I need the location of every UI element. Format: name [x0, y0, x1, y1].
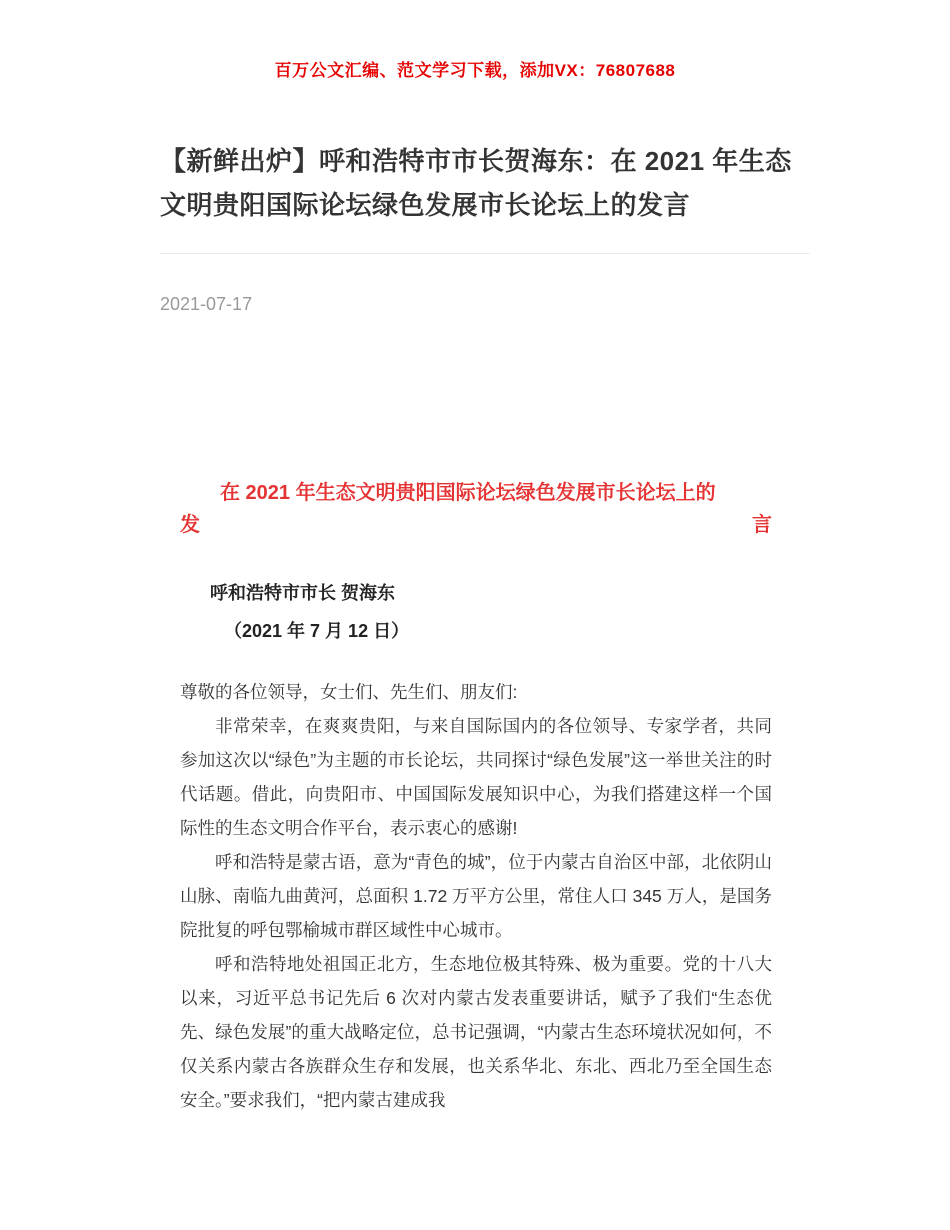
speech-heading: [180, 477, 772, 541]
speech-date: （2021 年 7 月 12 日）: [224, 621, 410, 641]
promo-notice: 百万公文汇编、范文学习下载，添加VX：76807688: [274, 61, 676, 80]
speech-heading-line2-end: 言: [752, 514, 772, 536]
paragraph: 尊敬的各位领导，女士们、先生们、朋友们:: [180, 682, 518, 702]
paragraph: 呼和浩特地处祖国正北方，生态地位极其特殊、极为重要。党的十八大以来，习近平总书记先后 6 次对内蒙古发表重要讲话，赋予了我们“生态优先、绿色发展”的重大战略定位，总书记强调，“内蒙古生态环境状况如何，不仅关系内蒙古各族群众生存和发展，也关系华北、东北、西北乃至全国生态安全。”要求我们，“把内蒙古建成我: [180, 954, 772, 1110]
paragraph: 非常荣幸，在爽爽贵阳，与来自国际国内的各位领导、专家学者，共同参加这次以“绿色”为主题的市长论坛，共同探讨“绿色发展”这一举世关注的时代话题。借此，向贵阳市、中国国际发展知识中心，为我们搭建这样一个国际性的生态文明合作平台，表示衷心的感谢!: [180, 716, 772, 838]
speech-heading-line1: 在 2021 年生态文明贵阳国际论坛绿色发展市长论坛上的: [220, 482, 716, 504]
speech-heading-line2-start: 发: [180, 514, 200, 536]
title-divider: [160, 253, 810, 254]
speech-heading-line2: [180, 509, 772, 541]
paragraphs: [180, 675, 772, 1117]
publish-date: 2021-07-17: [160, 294, 253, 314]
speaker-byline: 呼和浩特市市长 贺海东: [210, 583, 395, 603]
paragraph: 呼和浩特是蒙古语，意为“青色的城”，位于内蒙古自治区中部，北依阴山山脉、南临九曲黄河，总面积 1.72 万平方公里，常住人口 345 万人，是国务院批复的呼包鄂榆城市群区域性中心城市。: [180, 852, 772, 940]
article-title: 【新鲜出炉】呼和浩特市市长贺海东：在 2021 年生态文明贵阳国际论坛绿色发展市长论坛上的发言: [160, 146, 792, 220]
